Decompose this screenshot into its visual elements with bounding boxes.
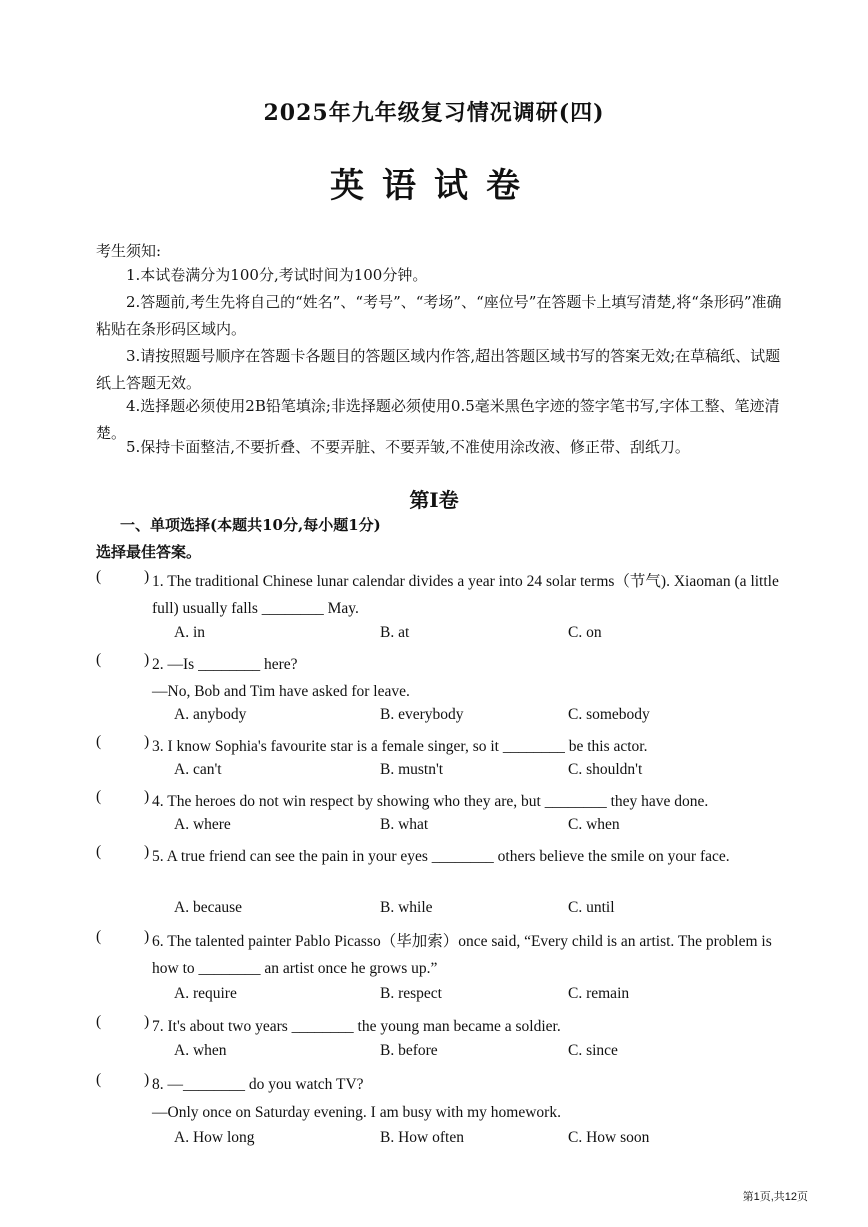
answer-paren-open: ( [96, 928, 102, 945]
notice-item: 4.选择题必须使用2B铅笔填涂;非选择题必须使用0.5毫米黑色字迹的签字笔书写,字体工整、笔迹清楚。 [96, 397, 780, 442]
answer-paren-open: ( [96, 733, 102, 750]
question-stem: 8. —________ do you watch TV? [152, 1076, 364, 1093]
option-a: A. anybody [174, 706, 247, 723]
answer-paren-close: ) [144, 843, 150, 860]
notice-heading: 考生须知: [96, 242, 162, 260]
option-a: A. because [174, 899, 242, 916]
answer-paren-close: ) [144, 788, 150, 805]
answer-paren-open: ( [96, 843, 102, 860]
answer-paren-close: ) [144, 733, 150, 750]
answer-paren-close: ) [144, 651, 150, 668]
notice-item: 2.答题前,考生先将自己的“姓名”、“考号”、“考场”、“座位号”在答题卡上填写清楚,将“条形码”准确粘贴在条形码区域内。 [96, 293, 782, 338]
option-b: B. before [380, 1042, 438, 1059]
option-c: C. when [568, 816, 620, 833]
question-stem: 3. I know Sophia's favourite star is a female singer, so it ________ be this actor. [152, 738, 648, 755]
instruction: 选择最佳答案。 [96, 543, 202, 561]
question-2 [96, 651, 786, 731]
option-a: A. where [174, 816, 231, 833]
question-7 [96, 1013, 786, 1065]
option-a: A. in [174, 624, 205, 641]
answer-paren-open: ( [96, 568, 102, 585]
option-b: B. everybody [380, 706, 464, 723]
option-c: C. until [568, 899, 615, 916]
option-a: A. can't [174, 761, 222, 778]
option-c: C. since [568, 1042, 618, 1059]
question-stem: 6. The talented painter Pablo Picasso（毕加索）once said, “Every child is an artist. The problem is how to ________ an artist once he grows up.” [152, 933, 772, 977]
section-title: 第Ⅰ卷 [409, 488, 459, 512]
option-a: A. when [174, 1042, 227, 1059]
part-heading: 一、单项选择(本题共10分,每小题1分) [120, 516, 381, 534]
option-b: B. while [380, 899, 433, 916]
option-b: B. How often [380, 1129, 464, 1146]
option-b: B. mustn't [380, 761, 444, 778]
question-reply: —No, Bob and Tim have asked for leave. [152, 683, 410, 700]
answer-paren-open: ( [96, 1071, 102, 1088]
page-number: 第1页,共12页 [742, 1191, 808, 1203]
option-b: B. at [380, 624, 410, 641]
option-c: C. on [568, 624, 602, 641]
option-a: A. require [174, 985, 237, 1002]
answer-paren-open: ( [96, 788, 102, 805]
question-1 [96, 568, 786, 648]
option-b: B. what [380, 816, 429, 833]
question-4 [96, 788, 786, 840]
option-c: C. How soon [568, 1129, 650, 1146]
notice-item: 5.保持卡面整洁,不要折叠、不要弄脏、不要弄皱,不准使用涂改液、修正带、刮纸刀。 [126, 438, 690, 456]
question-reply: —Only once on Saturday evening. I am busy with my homework. [152, 1104, 561, 1121]
question-stem: 5. A true friend can see the pain in your eyes ________ others believe the smile on your face. [152, 848, 730, 865]
answer-paren-close: ) [144, 568, 150, 585]
answer-paren-open: ( [96, 651, 102, 668]
question-6 [96, 928, 786, 1008]
exam-subject: 英语试卷 [330, 166, 538, 206]
notice-item: 3.请按照题号顺序在答题卡各题目的答题区域内作答,超出答题区域书写的答案无效;在草稿纸、试题纸上答题无效。 [96, 347, 781, 392]
question-5 [96, 843, 786, 923]
answer-paren-open: ( [96, 1013, 102, 1030]
question-8 [96, 1071, 786, 1153]
answer-paren-close: ) [144, 928, 150, 945]
question-stem: 1. The traditional Chinese lunar calendar divides a year into 24 solar terms（节气). Xiaoman (a little full) usually falls ________ May. [152, 573, 779, 617]
answer-paren-close: ) [144, 1013, 150, 1030]
question-3 [96, 733, 786, 785]
option-c: C. shouldn't [568, 761, 643, 778]
question-stem: 4. The heroes do not win respect by showing who they are, but ________ they have done. [152, 793, 709, 810]
question-stem: 2. —Is ________ here? [152, 656, 298, 673]
question-stem: 7. It's about two years ________ the young man became a soldier. [152, 1018, 561, 1035]
notice-item: 1.本试卷满分为100分,考试时间为100分钟。 [126, 266, 428, 284]
option-a: A. How long [174, 1129, 255, 1146]
option-b: B. respect [380, 985, 442, 1002]
exam-title: 2025年九年级复习情况调研(四) [263, 100, 605, 126]
option-c: C. remain [568, 985, 630, 1002]
option-c: C. somebody [568, 706, 650, 723]
answer-paren-close: ) [144, 1071, 150, 1088]
